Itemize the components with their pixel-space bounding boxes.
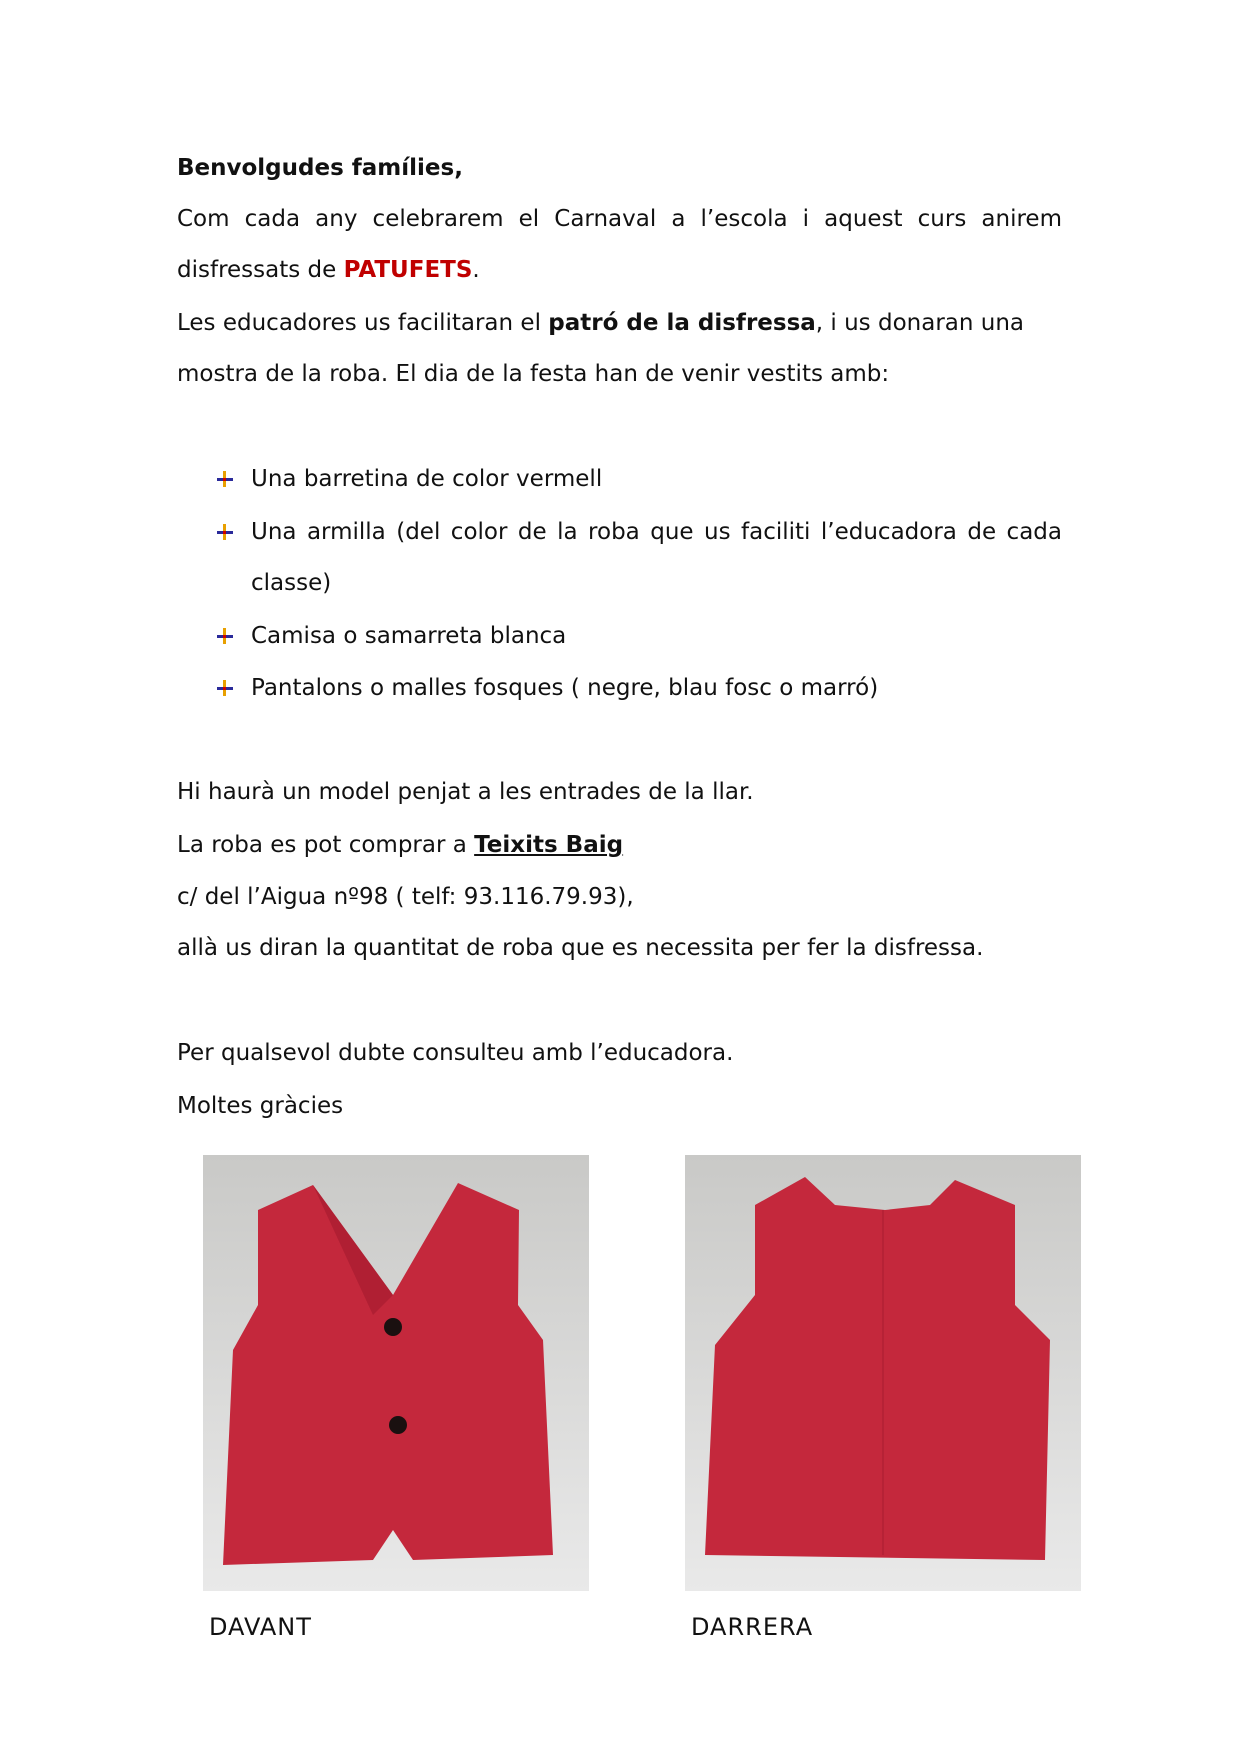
greeting: Benvolgudes famílies, (177, 155, 463, 181)
text: disfressats de (177, 257, 344, 283)
list-item: Pantalons o malles fosques ( negre, blau fosc o marró) (251, 675, 879, 701)
text: Les educadores us facilitaran el (177, 310, 549, 336)
doubts: Per qualsevol dubte consulteu amb l’educadora. (177, 1040, 734, 1066)
intro-line-4: mostra de la roba. El dia de la festa han de venir vestits amb: (177, 361, 890, 387)
bullet-icon (216, 679, 234, 697)
patufets-highlight: PATUFETS (343, 257, 473, 283)
text: La roba es pot comprar a (177, 832, 475, 858)
address: c/ del l’Aigua nº98 ( telf: 93.116.79.93), (177, 884, 634, 910)
intro-line-1: Com cada any celebrarem el Carnaval a l’escola i aquest curs anirem (177, 206, 1062, 232)
model-info: Hi haurà un model penjat a les entrades de la llar. (177, 779, 754, 805)
front-caption: DAVANT (209, 1613, 312, 1641)
quantity-info: allà us diran la quantitat de roba que es necessita per fer la disfressa. (177, 935, 984, 961)
shop-link[interactable]: Teixits Baig (474, 832, 624, 858)
intro-line-3 (177, 308, 1062, 338)
bullet-icon (216, 523, 234, 541)
list-item-continuation: classe) (251, 570, 332, 596)
intro-line-2 (177, 255, 480, 285)
vest-back-photo (685, 1155, 1081, 1591)
bullet-icon (216, 627, 234, 645)
list-item: Una armilla (del color de la roba que us faciliti l’educadora de cada (251, 519, 1062, 545)
text: , i us donaran una (815, 310, 1025, 336)
back-caption: DARRERA (691, 1613, 814, 1641)
list-item: Camisa o samarreta blanca (251, 623, 567, 649)
thanks: Moltes gràcies (177, 1093, 344, 1119)
list-item: Una barretina de color vermell (251, 466, 603, 492)
bullet-icon (216, 470, 234, 488)
buy-info (177, 830, 623, 860)
pattern-bold: patró de la disfressa (548, 310, 816, 336)
text: . (472, 257, 480, 283)
vest-front-photo (203, 1155, 589, 1591)
